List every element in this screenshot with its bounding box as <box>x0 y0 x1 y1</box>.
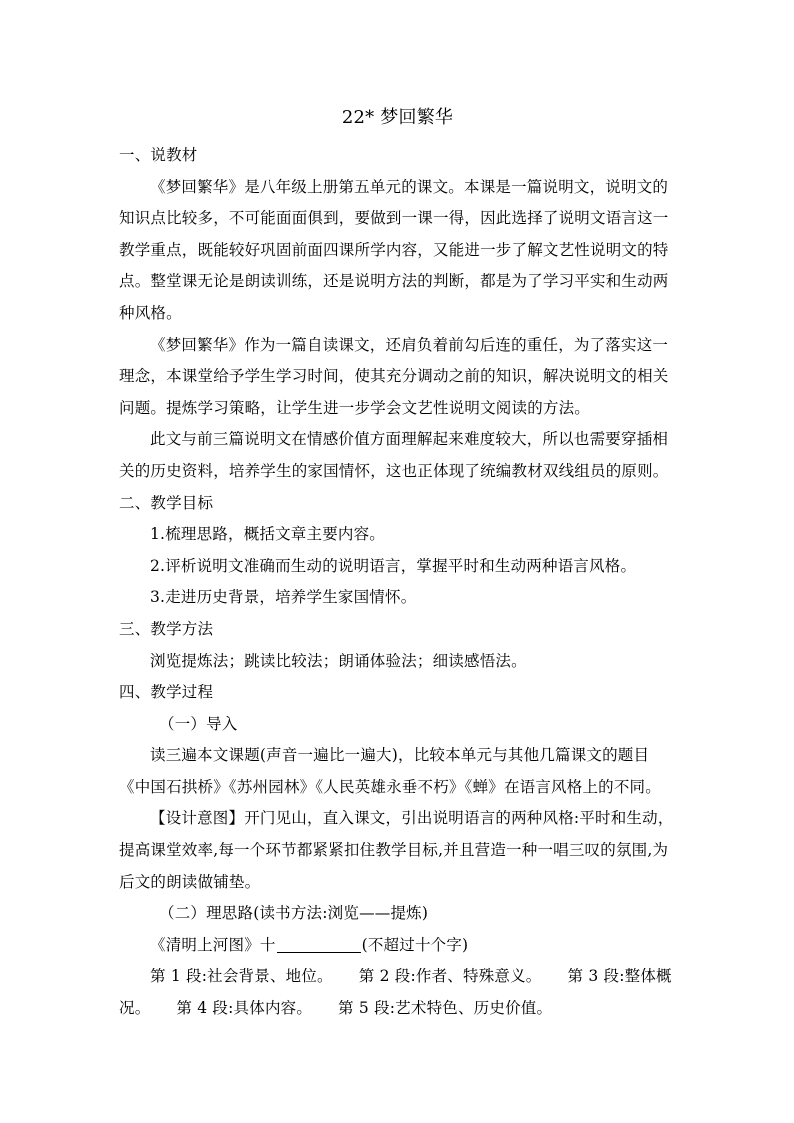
formula-prefix: 《清明上河图》十 <box>150 935 276 954</box>
section-heading-teaching-material: 一、说教材 <box>119 146 198 164</box>
paragraph: 《梦回繁华》作为一篇自读课文，还肩负着前勾后连的重任，为了落实这一理念，本课堂给予学生学习时间，使其充分调动之前的知识，解决说明文的相关问题。提炼学习策略，让学生进一步学会文艺性说明文阅读的方法。 <box>119 335 669 417</box>
segment-item: 第 1 段:社会背景、地位。 <box>150 967 333 986</box>
paragraph: 读三遍本文课题(声音一遍比一遍大)，比较本单元与其他几篇课文的题目《中国石拱桥》《苏州园林》《人民英雄永垂不朽》《蝉》在语言风格上的不同。 <box>119 746 661 796</box>
segment-item: 第 5 段:艺术特色、历史价值。 <box>338 999 553 1018</box>
subheading-structure: （二）理思路(读书方法:浏览——提炼) <box>159 904 429 923</box>
formula-line <box>119 930 676 962</box>
segment-item: 第 2 段:作者、特殊意义。 <box>358 967 542 986</box>
design-intent-paragraph: 【设计意图】开门见山，直入课文，引出说明语言的两种风格:平时和生动，提高课堂效率,每一个环节都紧紧扣住教学目标,并且营造一种一唱三叹的氛围,为后文的朗读做铺垫。 <box>119 809 674 891</box>
section-heading-teaching-goals: 二、教学目标 <box>119 493 214 512</box>
section-heading-teaching-methods: 三、教学方法 <box>119 619 214 638</box>
goal-item: 1.梳理思路，概括文章主要内容。 <box>150 525 385 544</box>
document-body <box>119 104 676 1025</box>
document-title: 22* 梦回繁华 <box>341 107 454 128</box>
formula-suffix: (不超过十个字) <box>361 935 469 954</box>
segment-item: 第 4 段:具体内容。 <box>176 999 313 1018</box>
goal-item: 3.走进历史背景，培养学生家国情怀。 <box>150 588 417 607</box>
section-heading-teaching-process: 四、教学过程 <box>119 683 214 702</box>
methods-text: 浏览提炼法；跳读比较法；朗诵体验法；细读感悟法。 <box>150 651 527 670</box>
paragraph: 此文与前三篇说明文在情感价值方面理解起来难度较大，所以也需要穿插相关的历史资料，培养学生的家国情怀，这也正体现了统编教材双线组员的原则。 <box>119 430 669 480</box>
segment-item: 第 3 段:整体概况。 <box>119 967 672 1018</box>
paragraph: 《梦回繁华》是八年级上册第五单元的课文。本课是一篇说明文，说明文的知识点比较多，不可能面面俱到，要做到一课一得，因此选择了说明文语言这一教学重点，既能较好巩固前面四课所学内容，又能进一步了解文艺性说明文的特点。整堂课无论是朗读训练，还是说明方法的判断，都是为了学习平实和生动两种风格。 <box>119 177 669 322</box>
goal-item: 2.评析说明文准确而生动的说明语言，掌握平时和生动两种语言风格。 <box>150 556 637 575</box>
paragraph-segments <box>119 961 676 1024</box>
fill-in-blank <box>277 934 361 953</box>
subheading-introduction: （一）导入 <box>159 714 238 733</box>
